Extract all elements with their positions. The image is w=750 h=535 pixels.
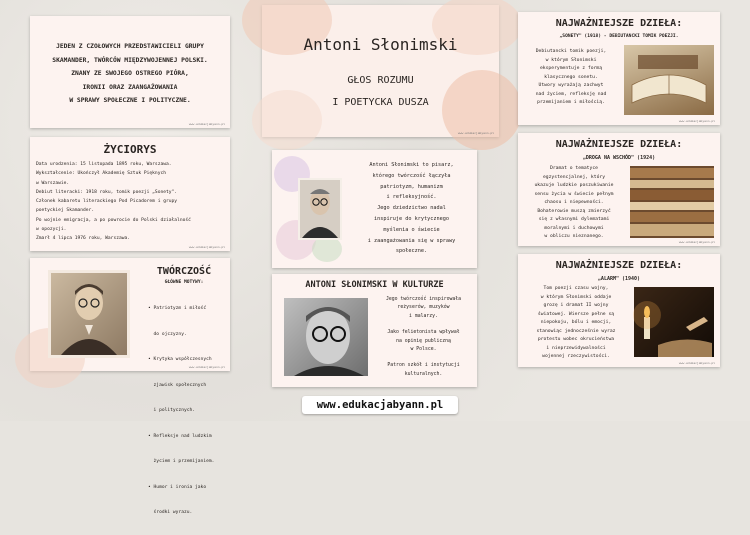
portrait-figure-icon [51, 273, 127, 355]
works-line: Dramat o tematyce [550, 166, 598, 171]
author-portrait-photo [298, 178, 342, 240]
works-line: sensu życia w świecie pełnym [534, 191, 614, 197]
summary-line: Antoni Słonimski to pisarz, [369, 162, 454, 168]
work-item: środki wyrazu. [148, 510, 193, 515]
culture-text [372, 296, 475, 379]
book-stack-icon [630, 166, 714, 238]
works-subheading: „SONETY" (1918) - DEBIUTANCKI TOMIK POEZJI. [559, 34, 679, 39]
works-heading: NAJWAŻNIEJSZE DZIEŁA: [555, 139, 683, 150]
culture-line: kulturalnych. [404, 371, 443, 377]
works-line: nad życiem, refleksję nad [535, 91, 607, 97]
author-name-title: Antoni Słonimski [303, 35, 458, 54]
watermark: www.edukacjabyann.pl [188, 122, 225, 126]
books-photo [624, 45, 714, 115]
works-line: niepokoju, bólu i emocji, [540, 320, 612, 325]
summary-line: myślenia o świecie [383, 226, 440, 233]
summary-line: patriotyzm, humanizm [380, 183, 443, 190]
works-text [522, 285, 630, 362]
author-portrait-photo [48, 270, 130, 358]
works-card-sonety [518, 12, 720, 125]
watermark: www.edukacjabyann.pl [457, 131, 494, 135]
work-heading: TWÓRCZOŚĆ [156, 266, 212, 277]
bio-line: w Warszawie. [36, 180, 70, 186]
work-item: • Refleksje nad ludzkim [148, 433, 212, 439]
culture-line: reżyserów, muzyków [397, 305, 450, 311]
culture-heading: ANTONI SŁONIMSKI W KULTURZE [305, 280, 444, 290]
work-item: • Humor i ironia jako [148, 484, 207, 490]
culture-line [372, 321, 475, 329]
summary-card [272, 150, 477, 268]
watermark: www.edukacjabyann.pl [678, 240, 715, 244]
culture-line: w Polsce. [410, 347, 437, 353]
bio-line: Członek kabaretu literackiego Pod Picadorem i grupy [36, 199, 178, 205]
culture-line: i malarzy. [409, 313, 438, 319]
bio-line: Zmarł 4 lipca 1976 roku, Warszawa. [36, 236, 131, 242]
intro-line: ZNANY ZE SWOJEGO OSTREGO PIÓRA, [71, 70, 189, 77]
works-line: chaosu i niepewności. [544, 200, 604, 205]
works-line: ukazuje ludzkie poszukiwanie [534, 183, 614, 188]
bio-line: Wykształcenie: Ukończył Akademię Sztuk Pięknych [36, 171, 166, 177]
works-line: Debiutancki tomik poezji, [535, 49, 607, 54]
works-line: się z własnymi dylematami [538, 217, 610, 222]
bio-line: Po wojnie emigracja, a po powrocie do Polski działalność [36, 217, 191, 223]
intro-line: JEDEN Z CZOŁOWYCH PRZEDSTAWICIELI GRUPY [56, 43, 204, 50]
title-card [262, 5, 499, 137]
work-card [30, 258, 230, 515]
work-subheading: GŁÓWNE MOTYWY: [164, 280, 204, 285]
summary-line: i zaangażowania się w sprawy [367, 237, 456, 244]
works-line: stanowiąc jednocześnie wyraz [536, 328, 616, 334]
portrait-figure-icon [300, 180, 340, 238]
work-item: • Krytyka współczesnych [148, 357, 212, 362]
works-line: eksperymentuje z formą [539, 66, 603, 71]
title-sub1: GŁOS ROZUMU [347, 75, 414, 86]
watermark: www.edukacjabyann.pl [188, 245, 225, 249]
work-item: • Patriotyzm i miłość [148, 306, 207, 311]
bio-line: Data urodzenia: 15 listopada 1895 roku, Warszawa. [36, 162, 172, 167]
summary-text [350, 160, 473, 257]
intro-line: IRONII ORAZ ZAANGAŻOWANIA [82, 83, 178, 91]
works-line: w którym Słonimski oddaje [540, 294, 612, 300]
intro-card [30, 16, 230, 128]
intro-text [38, 40, 222, 108]
culture-line: Jego twórczość inspirowała [385, 297, 462, 302]
culture-card [272, 274, 477, 387]
summary-line: i refleksyjność. [386, 194, 437, 201]
bio-line: Debiut literacki: 1918 roku, tomik poezji „Sonety". [36, 189, 178, 195]
intro-line: SKAMANDER, TWÓRCÓW MIĘDZYWOJENNEJ POLSKI. [52, 56, 208, 64]
works-line: i nieprzewidywalności [546, 345, 606, 351]
works-line: egzystencjalnej, który [542, 174, 606, 180]
title-sub2: I POETYCKA DUSZA [332, 97, 429, 108]
culture-line: Jako felietonista wpływał [387, 330, 460, 336]
books-stack-photo [630, 166, 714, 238]
work-item: życiem i przemijaniem. [148, 459, 215, 464]
bio-heading: ŻYCIORYS [103, 143, 157, 156]
works-line: światowej. Wiersze pełne są [537, 311, 615, 317]
open-book-icon [624, 45, 714, 115]
works-heading: NAJWAŻNIEJSZE DZIEŁA: [555, 260, 683, 271]
works-card-droga [518, 133, 720, 246]
watermark: www.edukacjabyann.pl [678, 119, 715, 123]
work-item: i politycznych. [148, 408, 196, 413]
works-line: moralnymi i duchowymi [544, 225, 604, 231]
summary-line: którego twórczość łączyła [372, 172, 451, 179]
summary-line: Jego dziedzictwo nadal [377, 205, 446, 212]
writing-candle-photo [634, 287, 714, 357]
work-list [148, 288, 214, 535]
works-line: Bohaterowie muszą zmierzyć [537, 208, 611, 214]
works-card-alarm [518, 254, 720, 367]
works-heading: NAJWAŻNIEJSZE DZIEŁA: [555, 18, 683, 29]
work-item: zjawisk społecznych [148, 382, 207, 388]
works-subheading: „DROGA NA WSCHÓD" (1924) [582, 155, 656, 161]
works-line: klasycznego sonetu. [544, 74, 598, 80]
work-item: do ojczyzny. [148, 331, 187, 337]
summary-line: inspiruje do krytycznego [374, 215, 449, 222]
candle-icon [634, 287, 714, 357]
works-line: wojennej rzeczywistości. [542, 354, 610, 359]
author-portrait-photo [284, 298, 368, 376]
works-line: protestu wobec okrucieństwa [537, 337, 615, 342]
works-text [522, 165, 626, 242]
watermark: www.edukacjabyann.pl [188, 365, 225, 369]
works-line: przemijaniem i miłością. [537, 100, 605, 105]
portrait-figure-icon [284, 298, 368, 376]
culture-line [372, 354, 475, 362]
works-line: Tom poezji czasu wojny, [543, 286, 609, 291]
bio-line: w opozycji. [36, 227, 67, 233]
culture-line: na opinię publiczną [396, 338, 451, 344]
bio-card [30, 137, 230, 251]
works-line: w którym Słonimski [545, 57, 597, 63]
works-subheading: „ALARM" (1940) [597, 276, 641, 282]
summary-line: społeczne. [395, 248, 428, 255]
bio-text [36, 160, 191, 244]
watermark: www.edukacjabyann.pl [678, 361, 715, 365]
works-line: grozę i dramat II wojny [543, 303, 609, 308]
intro-line: W SPRAWY SPOŁECZNE I POLITYCZNE. [69, 97, 191, 104]
works-line: w obliczu nieznanego. [544, 234, 604, 239]
bio-line: poetyckiej Skamander. [36, 208, 95, 214]
works-line: Utwory wyrażają zachwyt [538, 83, 604, 88]
footer-website-link[interactable]: www.edukacjabyann.pl [302, 396, 458, 414]
culture-line: Patron szkół i instytucji [387, 363, 460, 369]
works-text [522, 48, 620, 108]
